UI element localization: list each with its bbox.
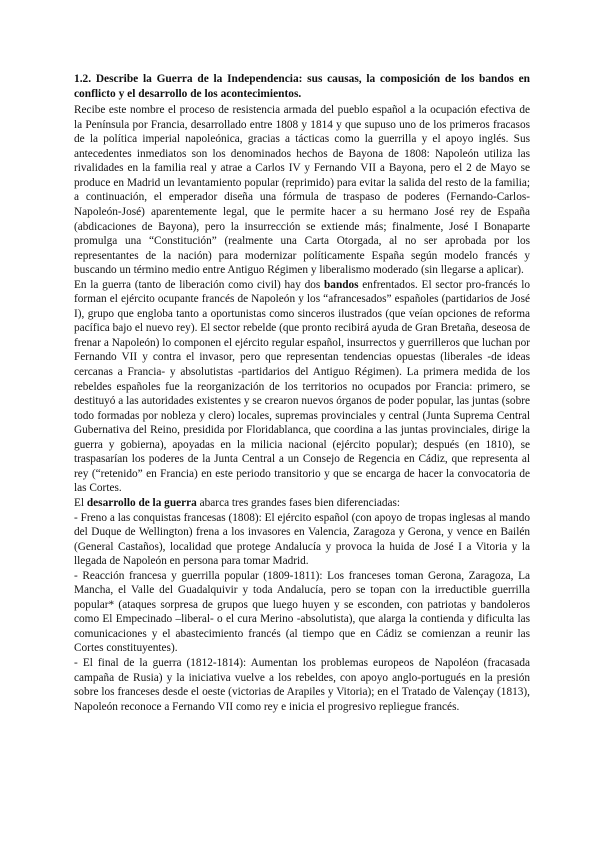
intro-paragraph: Recibe este nombre el proceso de resistencia armada del pueblo español a la ocupación efectiva de la Península por Francia, desarrollado entre 1808 y 1814 y que supuso uno de los primeros fracasos de la política imperial napoleónica, gracias a tácticas como la guerrilla y el apoyo inglés. Sus antecedentes inmediatos son los denominados hechos de Bayona de 1808: Napoleón utiliza las rivalidades en la familia real y atrae a Carlos IV y Fernando VII a Bayona, pero el 2 de Mayo se produce en Madrid un levantamiento popular (reprimido) para evitar la salida del resto de la familia; a continuación, el emperador diseña una fórmula de traspaso de poderes (Fernando-Carlos- Napoleón-José) aparentemente legal, que le permite hacer a su hermano José rey de España (abdicaciones de Bayona), pero la insurrección se extiende más; finalmente, José I Bonaparte promulga una “Constitución” (realmente una Carta Otorgada, al no ser aprobada por los representantes de la nación) para modernizar políticamente España según modelo francés y buscando un término medio entre Antiguo Régimen y liberalismo moderado (sin llegarse a aplicar). <box>74 104 530 277</box>
question-heading: 1.2. Describe la Guerra de la Independencia: sus causas, la composición de los bandos en conflicto y el desarrollo de los acontecimientos. <box>74 73 530 100</box>
desarrollo-bold-term: desarrollo de la guerra <box>86 496 197 509</box>
desarrollo-lead-text: El <box>74 496 85 509</box>
phase-3-paragraph: - El final de la guerra (1812-1814): Aumentan los problemas europeos de Napoléon (fracasada campaña de Rusia) y la iniciativa vuelve a los rebeldes, con apoyo anglo-portugués en la presión sobre los franceses desde el oeste (victorias de Arapiles y Vitoria); en el Tratado de Valençay (1813), Napoleón reconoce a Fernando VII como rey e inicia el progresivo repliegue francés. <box>74 656 530 713</box>
bandos-bold-term: bandos <box>324 278 359 291</box>
desarrollo-paragraph <box>74 496 530 511</box>
document-page <box>74 72 530 714</box>
phase-2-paragraph: - Reacción francesa y guerrilla popular (1809-1811): Los franceses toman Gerona, Zaragoza, La Mancha, el Valle del Guadalquivir y toda Andalucía, pero se topan con la irreductible guerrilla popular* (ataques sorpresa de grupos que luego huyen y se esconden, con patriotas y bandoleros como El Empecinado –liberal- o el cura Merino -absolutista), que alarga la contienda y dificulta las comunicaciones y el abastecimiento francés (al tiempo que en Cádiz se comienzan a reunir las Cortes constituyentes). <box>74 569 530 655</box>
bandos-lead-text: En la guerra (tanto de liberación como civil) hay dos <box>74 278 321 291</box>
desarrollo-body-text: abarca tres grandes fases bien diferenciadas: <box>199 496 401 509</box>
bandos-paragraph <box>74 278 530 496</box>
bandos-body-text: enfrentados. El sector pro-francés lo forman el ejército ocupante francés de Napoleón y los “afrancesados” españoles (partidarios de José I), grupo que engloba tanto a oportunistas como sinceros ilustrados (que veían opciones de reforma pacífica bajo el nuevo rey). El sector rebelde (que pronto recibirá ayuda de Gran Bretaña, deseosa de frenar a Napoleón) lo componen el ejército regular español, insurrectos y guerrilleros que luchan por Fernando VII y contra el invasor, pero que representan tendencias opuestas (liberales -de ideas cercanas a Francia- y absolutistas -partidarios del Antiguo Régimen). La primera medida de los rebeldes españoles fue la reorganización de los territorios no ocupados por Francia: primero, se destituyó a las autoridades existentes y se crearon nuevos órganos de poder popular, las juntas (sobre todo formadas por nobleza y clero) locales, supremas provinciales y central (Junta Suprema Central Gubernativa del Reino, presidida por Floridablanca, que coordina a las juntas provinciales, dirige la guerra y gobierna), apoyadas en la milicia nacional (ejército popular); después (en 1810), se traspasarían los poderes de la Junta Central a un Consejo de Regencia en Cádiz, que representa al rey (“retenido” en Francia) en este periodo transitorio y que se encarga de hacer la convocatoria de las Cortes. <box>74 278 530 495</box>
phase-1-paragraph: - Freno a las conquistas francesas (1808): El ejército español (con apoyo de tropas inglesas al mando del Duque de Wellington) frena a los invasores en Valencia, Zaragoza y Gerona, y vence en Bailén (General Castaños), localidad que protege Andalucía y provoca la huida de José I a Vitoria y la llegada de Napoleón en persona para tomar Madrid. <box>74 511 530 568</box>
